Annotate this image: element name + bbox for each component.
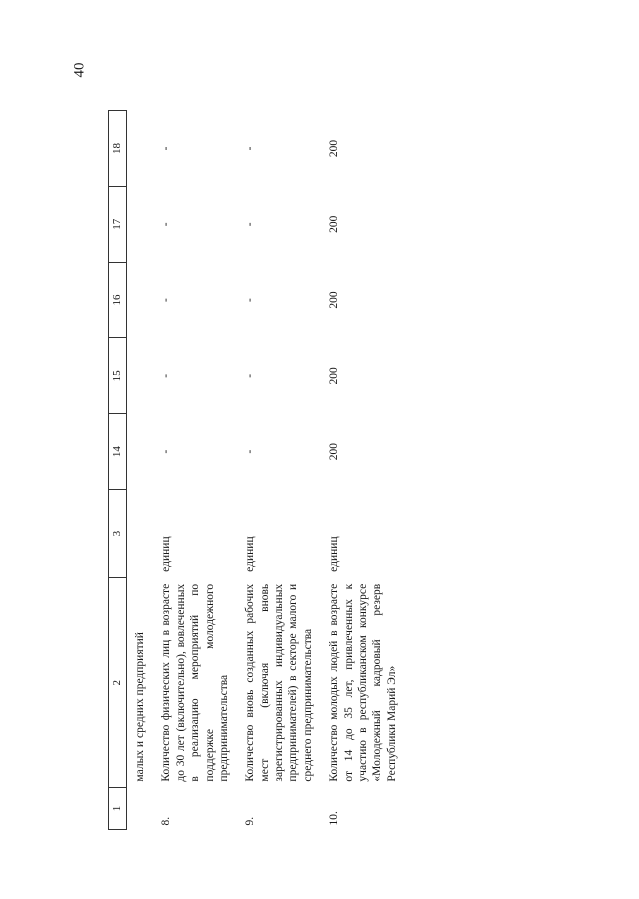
- row-value-14: 200: [328, 442, 341, 461]
- row-unit: единиц: [244, 536, 257, 572]
- row-value-14: -: [244, 449, 257, 454]
- row-value-15: -: [160, 373, 173, 378]
- header-col-17: 17: [109, 186, 127, 262]
- rotated-table-container: [108, 110, 508, 830]
- row-unit: единиц: [328, 536, 341, 572]
- row-number: 10.: [328, 811, 341, 826]
- header-col-14: 14: [109, 414, 127, 490]
- row-value-18: -: [244, 146, 257, 151]
- row-description: Количество физических лиц в возрасте до 30 лет (включительно), вовлеченных в реализацию мероприятий по поддержке молодежного предпринимательства: [160, 583, 230, 782]
- row-description: Количество молодых людей в возрасте от 14 до 35 лет, привлеченных к участию в республиканском конкурсе «Молодежный кадровый резерв Республики Марий Эл»: [328, 583, 398, 782]
- row-value-18: 200: [328, 139, 341, 158]
- table-row: [323, 111, 407, 830]
- row-unit: [127, 490, 156, 578]
- row-description: Количество вновь созданных рабочих мест (включая вновь зарегистрированных индивидуальных предпринимателей) в секторе малого и среднего предпринимательства: [244, 583, 314, 782]
- row-value-17: -: [160, 222, 173, 227]
- table-row: [239, 111, 323, 830]
- row-value-16: -: [160, 298, 173, 302]
- row-value-15: -: [244, 373, 257, 378]
- table-row-continuation: [127, 111, 156, 830]
- header-col-18: 18: [109, 111, 127, 187]
- row-value-16: 200: [328, 291, 341, 309]
- row-number: 8.: [160, 816, 173, 826]
- row-value-15: 200: [328, 367, 341, 385]
- table-row: [155, 111, 239, 830]
- header-col-2: 2: [109, 578, 127, 788]
- row-value-17: 200: [328, 215, 341, 233]
- row-value-18: -: [160, 146, 173, 151]
- indicators-table: [108, 110, 407, 830]
- row-number: 9.: [244, 816, 257, 826]
- header-col-1: 1: [109, 788, 127, 830]
- row-value-14: -: [160, 449, 173, 454]
- header-col-16: 16: [109, 262, 127, 338]
- row-number: [127, 788, 156, 830]
- row-value-16: -: [244, 298, 257, 302]
- header-col-3: 3: [109, 490, 127, 578]
- table-header-row: [109, 111, 127, 830]
- row-value-17: -: [244, 222, 257, 227]
- page-number: 40: [71, 62, 88, 78]
- row-unit: единиц: [160, 536, 173, 572]
- row-description: малых и средних предприятий: [134, 632, 146, 782]
- header-col-15: 15: [109, 338, 127, 414]
